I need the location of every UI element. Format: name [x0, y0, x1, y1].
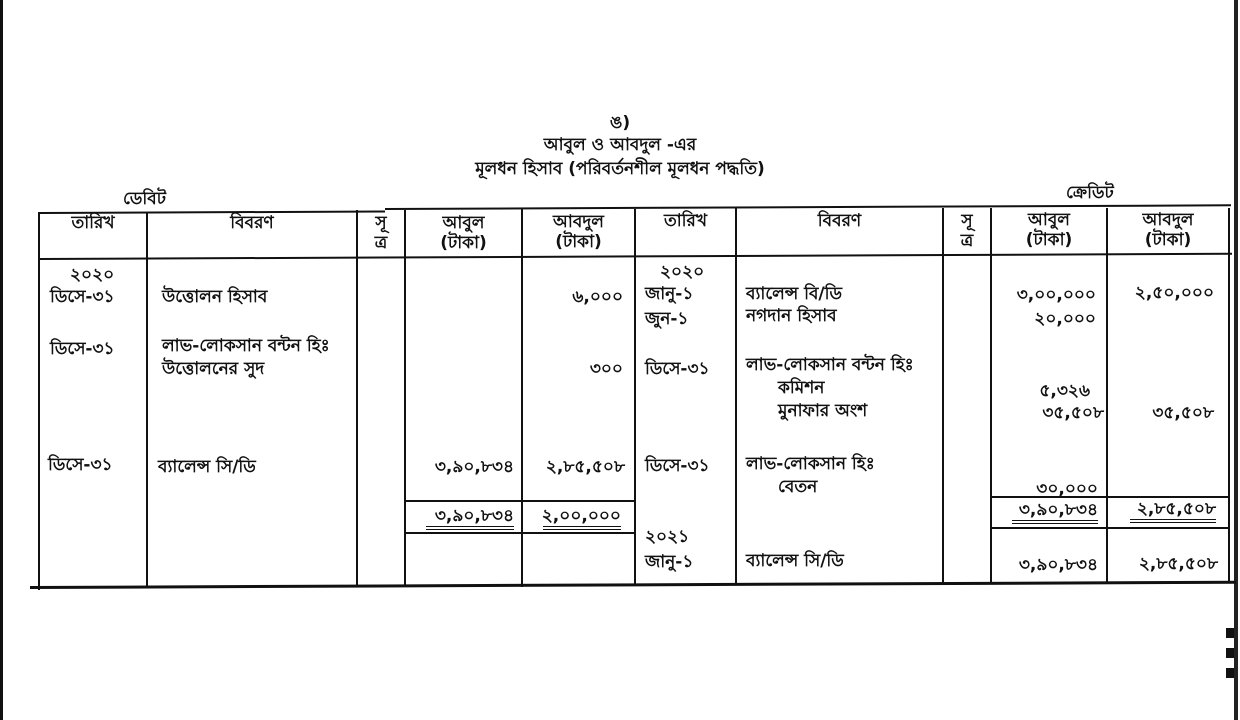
- credit-particulars-sub: বেতন: [778, 477, 818, 497]
- credit-year: ২০২০: [660, 262, 705, 282]
- header-particulars: বিবরণ: [817, 211, 862, 231]
- total-underline: [1130, 522, 1216, 523]
- totals-top-rule: [404, 500, 636, 502]
- credit-total-abul: ৩,৯০,৮৩৪: [1018, 500, 1098, 520]
- debit-year: ২০২০: [70, 265, 115, 285]
- header-abul: আবুল: [1028, 210, 1070, 230]
- debit-date: ডিসে-৩১: [48, 455, 113, 475]
- column-rule: [38, 212, 40, 590]
- statement-number: ঙ): [609, 113, 631, 133]
- header-folio: সূ: [961, 211, 973, 231]
- credit-date: জানু-১: [645, 552, 694, 572]
- credit-abdul-amount: ২,৫০,০০০: [1134, 283, 1214, 303]
- credit-total-abdul: ২,৮৫,৫০৮: [1136, 499, 1216, 519]
- column-rule: [146, 212, 148, 588]
- totals-bottom-rule: [990, 527, 1230, 529]
- credit-particulars: ব্যালেন্স বি/ডি: [746, 284, 843, 304]
- table-bottom-border: [30, 581, 1236, 589]
- debit-abdul-amount: ৩০০: [589, 359, 623, 379]
- column-rule: [942, 208, 944, 584]
- column-rule: [404, 210, 406, 587]
- header-folio: সূ: [375, 213, 387, 233]
- credit-abul-amount: ৩,৯০,৮৩৪: [1018, 555, 1098, 575]
- total-underline: [1012, 520, 1098, 521]
- statement-partners: আবুল ও আবদুল -এর: [543, 135, 697, 155]
- header-abdul: আবদুল: [553, 212, 604, 232]
- column-rule: [521, 209, 523, 587]
- credit-abul-amount: ৩০,০০০: [1036, 479, 1098, 499]
- debit-total-abdul: ২,০০,০০০: [541, 506, 621, 526]
- debit-date: ডিসে-৩১: [50, 339, 115, 359]
- scan-mark: [1226, 668, 1234, 678]
- credit-date: জানু-১: [645, 284, 694, 304]
- debit-abul-amount: ৩,৯০,৮৩৪: [434, 457, 514, 477]
- total-underline: [1130, 519, 1216, 520]
- total-underline: [543, 526, 621, 527]
- header-abul-unit: (টাকা): [1025, 230, 1073, 250]
- header-folio: ত্র: [960, 231, 974, 251]
- header-date: তারিখ: [71, 213, 115, 233]
- credit-particulars-sub: কমিশন: [778, 378, 825, 398]
- debit-abdul-amount: ৬,০০০: [572, 287, 623, 307]
- header-abul-unit: (টাকা): [440, 233, 487, 253]
- debit-particulars: উত্তোলন হিসাব: [162, 287, 268, 307]
- debit-date: ডিসে-৩১: [50, 287, 115, 307]
- total-underline: [426, 529, 514, 530]
- credit-abul-amount: ৩,০০,০০০: [1016, 285, 1096, 305]
- credit-next-year: ২০২১: [645, 527, 690, 547]
- credit-particulars: লাভ-লোকসান হিঃ: [746, 454, 875, 474]
- header-abdul-unit: (টাকা): [1144, 230, 1192, 250]
- credit-abul-amount: ৫,৩২৬: [1039, 381, 1090, 401]
- credit-particulars-sub: মুনাফার অংশ: [778, 401, 868, 421]
- credit-date: ডিসে-৩১: [645, 456, 710, 476]
- credit-date: ডিসে-৩১: [645, 359, 710, 379]
- scan-mark: [1226, 628, 1234, 638]
- debit-particulars: ব্যালেন্স সি/ডি: [158, 457, 256, 477]
- debit-particulars: লাভ-লোকসান বন্টন হিঃ: [162, 336, 330, 356]
- total-underline: [1012, 523, 1098, 524]
- header-abdul: আবদুল: [1142, 210, 1194, 230]
- credit-abdul-amount: ২,৮৫,৫০৮: [1138, 554, 1218, 574]
- header-abdul-unit: (টাকা): [555, 232, 602, 252]
- credit-particulars: নগদান হিসাব: [746, 306, 837, 326]
- debit-total-abul: ৩,৯০,৮৩৪: [434, 506, 514, 526]
- scan-mark: [1226, 648, 1234, 658]
- column-rule: [634, 209, 636, 586]
- page-right-border: [1234, 0, 1238, 720]
- credit-abul-amount: ৩৫,৫০৮: [1042, 403, 1104, 423]
- credit-abdul-amount: ৩৫,৫০৮: [1152, 403, 1214, 423]
- debit-abdul-amount: ২,৮৫,৫০৮: [545, 457, 625, 477]
- total-underline: [543, 529, 621, 530]
- header-abul: আবুল: [442, 213, 485, 233]
- header-date: তারিখ: [663, 211, 708, 231]
- debit-particulars: উত্তোলনের সুদ: [162, 359, 265, 379]
- credit-date: জুন-১: [645, 309, 689, 329]
- credit-abul-amount: ২০,০০০: [1034, 309, 1096, 329]
- credit-particulars: লাভ-লোকসান বন্টন হিঃ: [746, 355, 914, 375]
- header-particulars: বিবরণ: [230, 213, 274, 233]
- credit-side-label: ক্রেডিট: [1066, 183, 1114, 203]
- debit-side-label: ডেবিট: [123, 189, 166, 209]
- totals-bottom-rule: [404, 532, 636, 534]
- statement-title: মূলধন হিসাব (পরিবর্তনশীল মূলধন পদ্ধতি): [475, 159, 765, 179]
- column-rule: [735, 208, 737, 585]
- page-left-border: [0, 0, 3, 720]
- credit-particulars: ব্যালেন্স সি/ডি: [746, 551, 844, 571]
- column-rule: [356, 210, 358, 587]
- header-folio: ত্র: [374, 233, 388, 253]
- total-underline: [426, 526, 514, 527]
